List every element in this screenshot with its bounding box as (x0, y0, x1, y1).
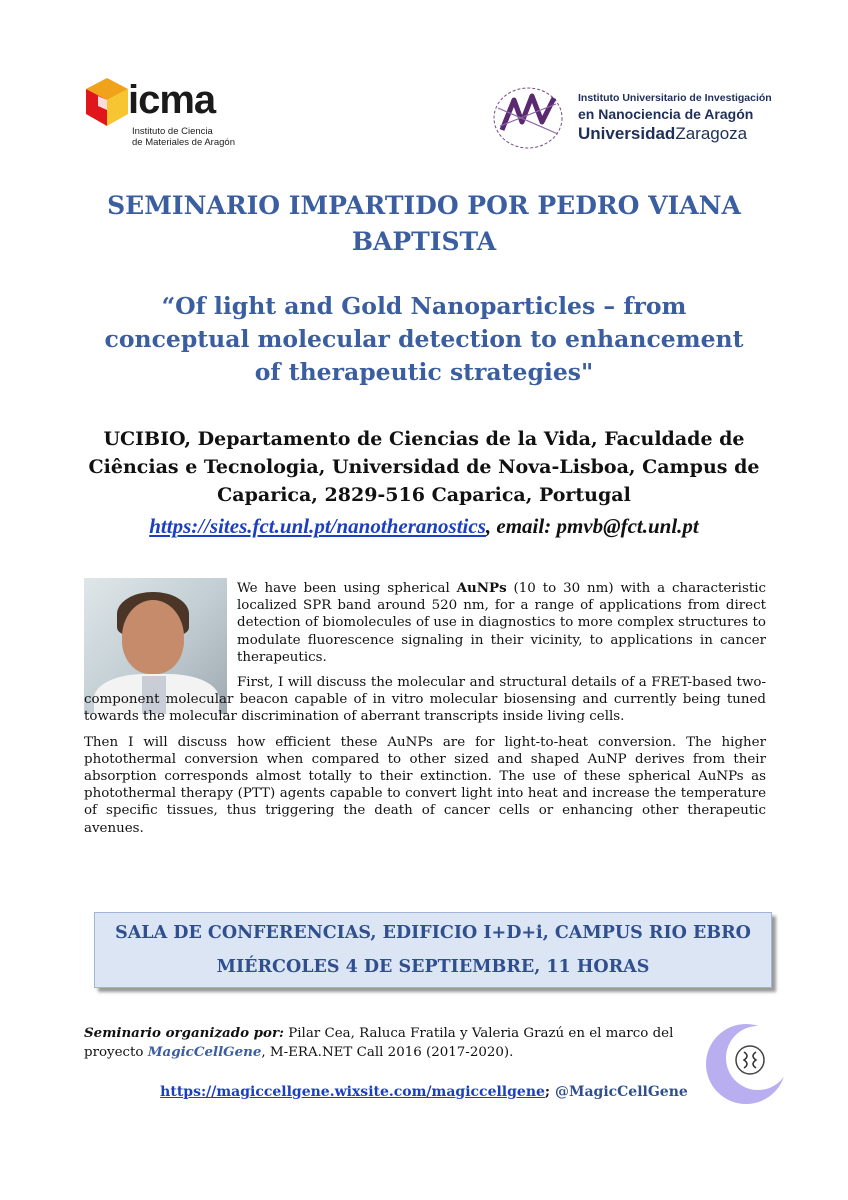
email-address[interactable]: pmvb@fct.unl.pt (556, 514, 699, 538)
organizers-names: Pilar Cea, Raluca Fratila y Valeria Grazú en el marco del proyecto (84, 1026, 674, 1060)
icma-subtitle (132, 126, 235, 148)
icma-cube-icon (84, 76, 130, 128)
icma-sub-line1: Instituto de Ciencia (132, 126, 213, 137)
talk-title (60, 290, 788, 389)
abstract (84, 580, 766, 845)
affiliation (70, 425, 778, 509)
nanotube-icon (488, 78, 568, 158)
icma-sub-line2: de Materiales de Aragón (132, 137, 235, 148)
project-name: MagicCellGene (147, 1044, 262, 1060)
contact-line (60, 514, 788, 539)
abstract-p1-bold: AuNPs (456, 580, 507, 596)
footer-separator: ; (544, 1084, 555, 1100)
affiliation-line1: UCIBIO, Departamento de Ciencias de la Vida, Faculdade de (103, 428, 745, 450)
talk-title-line1: “Of light and Gold Nanoparticles – from (161, 292, 687, 320)
abstract-paragraph-3: Then I will discuss how efficient these AuNPs are for light-to-heat conversion. The higher photothermal conversion when compared to other sized and shaped AuNP derives from their absorption corresponds almost totally to their extinction. The use of these spherical AuNPs as photothermal therapy (PTT) agents capable to convert light into heat and increase the temperature of specific tissues, thus triggering the death of cancer cells or enhancing other therapeutic avenues. (84, 734, 766, 836)
seminar-title-line1: SEMINARIO IMPARTIDO POR PEDRO VIANA (107, 191, 741, 220)
ina-line3-rest: Zaragoza (675, 124, 748, 143)
website-link[interactable]: https://sites.fct.unl.pt/nanotheranostics (149, 514, 486, 538)
icma-logo (84, 70, 284, 160)
venue-location: SALA DE CONFERENCIAS, EDIFICIO I+D+i, CAMPUS RIO EBRO (115, 923, 751, 943)
ina-line2: en Nanociencia de Aragón (578, 106, 754, 122)
organizers (84, 1024, 674, 1062)
footer-links (84, 1084, 764, 1100)
organizers-label: Seminario organizado por: (84, 1025, 284, 1041)
seminar-title-line2: BAPTISTA (351, 227, 497, 256)
talk-title-line3: of therapeutic strategies" (254, 358, 594, 386)
ina-line3 (578, 124, 772, 144)
talk-title-line2: conceptual molecular detection to enhancement (104, 325, 744, 353)
abstract-p1-start: We have been using spherical (237, 581, 457, 596)
project-call: , M-ERA.NET Call 2016 (2017-2020). (261, 1045, 514, 1060)
magiccellgene-logo-icon (700, 1022, 786, 1106)
venue-date: MIÉRCOLES 4 DE SEPTIEMBRE, 11 HORAS (216, 957, 650, 977)
venue-box (94, 912, 772, 988)
abstract-paragraph-2: First, I will discuss the molecular and structural details of a FRET-based two-component molecular beacon capable of in vitro molecular biosensing and currently being tuned towards the molecular discrimination of aberrant transcripts inside living cells. (84, 675, 766, 725)
abstract-paragraph-1 (84, 580, 766, 666)
ina-text (578, 92, 772, 144)
abstract-p1-end: (10 to 30 nm) with a characteristic localized SPR band around 520 nm, for a range of applications from direct detection of biomolecules of use in diagnostics to more complex structures to modulate fluorescence signaling in their vicinity, to applications in cancer therapeutics. (237, 581, 767, 665)
affiliation-line2: Ciências e Tecnologia, Universidad de Nova-Lisboa, Campus de (88, 456, 760, 478)
ina-logo (488, 78, 778, 158)
affiliation-line3: Caparica, 2829-516 Caparica, Portugal (217, 484, 631, 506)
ina-line1: Instituto Universitario de Investigación (578, 92, 772, 104)
email-label: , email: (485, 514, 557, 538)
seminar-title (60, 188, 788, 260)
project-website-link[interactable]: https://magiccellgene.wixsite.com/magiccellgene (160, 1084, 545, 1100)
ina-line3-bold: Universidad (578, 124, 676, 143)
twitter-handle[interactable]: @MagicCellGene (554, 1084, 688, 1100)
icma-wordmark: icma (128, 78, 216, 122)
